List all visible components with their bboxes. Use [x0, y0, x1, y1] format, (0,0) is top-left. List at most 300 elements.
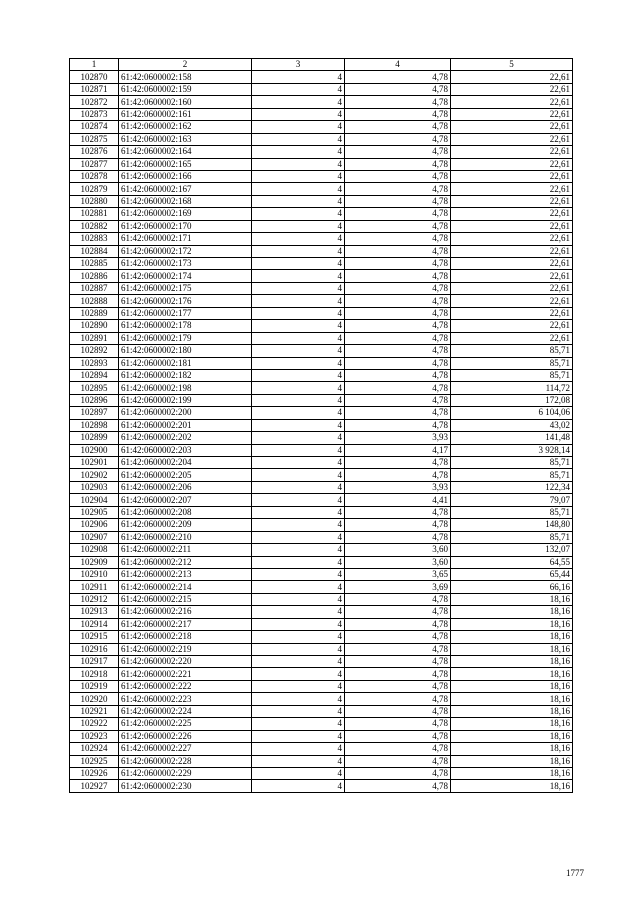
- cell-cadastral-number: 61:42:0600002:166: [119, 170, 252, 182]
- cell-cadastral-number: 61:42:0600002:200: [119, 407, 252, 419]
- cell-row-number: 102879: [70, 183, 119, 195]
- cell-row-number: 102874: [70, 121, 119, 133]
- cell-cadastral-number: 61:42:0600002:171: [119, 233, 252, 245]
- table-header: [70, 59, 573, 71]
- cell-row-number: 102913: [70, 606, 119, 618]
- cell-col-5: 18,16: [451, 656, 573, 668]
- cell-col-3: 4: [252, 220, 345, 232]
- cell-row-number: 102870: [70, 71, 119, 83]
- table-row: [70, 767, 573, 779]
- cell-col-4: 4,78: [345, 531, 451, 543]
- table-row: [70, 258, 573, 270]
- cell-col-3: 4: [252, 183, 345, 195]
- cell-col-5: 22,61: [451, 158, 573, 170]
- cell-row-number: 102885: [70, 258, 119, 270]
- cell-cadastral-number: 61:42:0600002:228: [119, 755, 252, 767]
- cell-col-4: 4,78: [345, 382, 451, 394]
- table-row: [70, 432, 573, 444]
- cell-col-5: 22,61: [451, 258, 573, 270]
- cell-col-5: 22,61: [451, 71, 573, 83]
- cell-col-5: 172,08: [451, 394, 573, 406]
- cell-cadastral-number: 61:42:0600002:158: [119, 71, 252, 83]
- cell-col-3: 4: [252, 295, 345, 307]
- cell-row-number: 102877: [70, 158, 119, 170]
- cell-col-5: 85,71: [451, 531, 573, 543]
- cell-col-3: 4: [252, 718, 345, 730]
- cell-cadastral-number: 61:42:0600002:215: [119, 593, 252, 605]
- cell-row-number: 102887: [70, 282, 119, 294]
- cell-cadastral-number: 61:42:0600002:199: [119, 394, 252, 406]
- cell-col-3: 4: [252, 568, 345, 580]
- cell-col-4: 4,78: [345, 183, 451, 195]
- cell-cadastral-number: 61:42:0600002:225: [119, 718, 252, 730]
- cell-col-3: 4: [252, 158, 345, 170]
- cell-cadastral-number: 61:42:0600002:214: [119, 581, 252, 593]
- cell-cadastral-number: 61:42:0600002:178: [119, 320, 252, 332]
- table-row: [70, 320, 573, 332]
- cell-col-4: 4,78: [345, 780, 451, 792]
- cell-col-4: 4,78: [345, 295, 451, 307]
- table-row: [70, 170, 573, 182]
- table-row: [70, 718, 573, 730]
- cell-col-5: 22,61: [451, 332, 573, 344]
- cell-col-5: 3 928,14: [451, 444, 573, 456]
- cell-col-4: 4,78: [345, 743, 451, 755]
- cell-cadastral-number: 61:42:0600002:165: [119, 158, 252, 170]
- cell-cadastral-number: 61:42:0600002:162: [119, 121, 252, 133]
- cell-row-number: 102871: [70, 83, 119, 95]
- cell-col-3: 4: [252, 668, 345, 680]
- column-header-5: 5: [451, 59, 573, 71]
- cell-cadastral-number: 61:42:0600002:223: [119, 693, 252, 705]
- cell-cadastral-number: 61:42:0600002:198: [119, 382, 252, 394]
- cell-row-number: 102921: [70, 705, 119, 717]
- cell-col-5: 22,61: [451, 220, 573, 232]
- cell-col-4: 4,78: [345, 258, 451, 270]
- table-row: [70, 407, 573, 419]
- cell-col-4: 4,78: [345, 643, 451, 655]
- table-row: [70, 245, 573, 257]
- cell-col-4: 3,93: [345, 432, 451, 444]
- cell-col-3: 4: [252, 320, 345, 332]
- cell-row-number: 102898: [70, 419, 119, 431]
- table-row: [70, 382, 573, 394]
- cell-cadastral-number: 61:42:0600002:168: [119, 195, 252, 207]
- table-row: [70, 158, 573, 170]
- table-body: [70, 71, 573, 792]
- table-row: [70, 83, 573, 95]
- table-row: [70, 556, 573, 568]
- cell-col-5: 18,16: [451, 680, 573, 692]
- table-row: [70, 96, 573, 108]
- cell-col-3: 4: [252, 743, 345, 755]
- cell-row-number: 102908: [70, 544, 119, 556]
- cell-col-5: 22,61: [451, 208, 573, 220]
- cell-col-5: 141,48: [451, 432, 573, 444]
- table-row: [70, 519, 573, 531]
- cell-row-number: 102926: [70, 767, 119, 779]
- cell-col-4: 4,78: [345, 282, 451, 294]
- table-row: [70, 146, 573, 158]
- cell-col-4: 4,78: [345, 270, 451, 282]
- cell-cadastral-number: 61:42:0600002:222: [119, 680, 252, 692]
- cell-col-3: 4: [252, 83, 345, 95]
- cell-col-5: 22,61: [451, 295, 573, 307]
- table-row: [70, 71, 573, 83]
- table-row: [70, 369, 573, 381]
- cell-cadastral-number: 61:42:0600002:164: [119, 146, 252, 158]
- cell-col-5: 22,61: [451, 133, 573, 145]
- cell-cadastral-number: 61:42:0600002:203: [119, 444, 252, 456]
- table-row: [70, 618, 573, 630]
- cell-col-3: 4: [252, 631, 345, 643]
- cell-col-3: 4: [252, 780, 345, 792]
- cell-col-3: 4: [252, 618, 345, 630]
- cell-row-number: 102903: [70, 481, 119, 493]
- cell-col-5: 85,71: [451, 357, 573, 369]
- cell-col-3: 4: [252, 680, 345, 692]
- cell-col-5: 18,16: [451, 693, 573, 705]
- table-row: [70, 568, 573, 580]
- cell-row-number: 102927: [70, 780, 119, 792]
- cell-col-4: 4,78: [345, 96, 451, 108]
- cell-col-4: 4,78: [345, 407, 451, 419]
- cell-cadastral-number: 61:42:0600002:229: [119, 767, 252, 779]
- cell-cadastral-number: 61:42:0600002:163: [119, 133, 252, 145]
- cell-col-3: 4: [252, 755, 345, 767]
- cell-cadastral-number: 61:42:0600002:172: [119, 245, 252, 257]
- cell-col-5: 85,71: [451, 345, 573, 357]
- cell-col-3: 4: [252, 170, 345, 182]
- cell-col-5: 85,71: [451, 369, 573, 381]
- cell-row-number: 102922: [70, 718, 119, 730]
- table-row: [70, 668, 573, 680]
- cell-col-5: 22,61: [451, 245, 573, 257]
- table-row: [70, 270, 573, 282]
- cell-col-5: 22,61: [451, 96, 573, 108]
- table-row: [70, 208, 573, 220]
- cell-cadastral-number: 61:42:0600002:169: [119, 208, 252, 220]
- cell-col-4: 4,78: [345, 195, 451, 207]
- cell-col-4: 4,78: [345, 631, 451, 643]
- cell-col-3: 4: [252, 208, 345, 220]
- table-row: [70, 394, 573, 406]
- table-row: [70, 606, 573, 618]
- cell-row-number: 102888: [70, 295, 119, 307]
- table-row: [70, 133, 573, 145]
- cell-cadastral-number: 61:42:0600002:204: [119, 457, 252, 469]
- cell-col-4: 4,78: [345, 369, 451, 381]
- cell-row-number: 102905: [70, 506, 119, 518]
- cell-row-number: 102902: [70, 469, 119, 481]
- table-row: [70, 419, 573, 431]
- cell-col-5: 18,16: [451, 593, 573, 605]
- table-row: [70, 295, 573, 307]
- cell-col-5: 22,61: [451, 121, 573, 133]
- cell-row-number: 102906: [70, 519, 119, 531]
- table-row: [70, 469, 573, 481]
- cell-col-5: 43,02: [451, 419, 573, 431]
- cell-col-3: 4: [252, 593, 345, 605]
- cell-row-number: 102876: [70, 146, 119, 158]
- table-row: [70, 220, 573, 232]
- cell-cadastral-number: 61:42:0600002:209: [119, 519, 252, 531]
- cell-col-3: 4: [252, 121, 345, 133]
- cell-cadastral-number: 61:42:0600002:181: [119, 357, 252, 369]
- cell-row-number: 102920: [70, 693, 119, 705]
- cell-col-4: 4,17: [345, 444, 451, 456]
- cell-row-number: 102918: [70, 668, 119, 680]
- cell-col-5: 22,61: [451, 233, 573, 245]
- cell-row-number: 102904: [70, 494, 119, 506]
- cell-col-5: 18,16: [451, 718, 573, 730]
- cell-col-4: 3,65: [345, 568, 451, 580]
- cell-row-number: 102883: [70, 233, 119, 245]
- cell-col-5: 18,16: [451, 643, 573, 655]
- cell-row-number: 102895: [70, 382, 119, 394]
- table-row: [70, 307, 573, 319]
- cell-col-3: 4: [252, 506, 345, 518]
- cell-col-3: 4: [252, 394, 345, 406]
- cell-row-number: 102907: [70, 531, 119, 543]
- cell-col-4: 3,93: [345, 481, 451, 493]
- data-table: [69, 58, 573, 793]
- cell-col-3: 4: [252, 730, 345, 742]
- cell-cadastral-number: 61:42:0600002:207: [119, 494, 252, 506]
- cell-col-4: 4,78: [345, 394, 451, 406]
- column-header-2: 2: [119, 59, 252, 71]
- cell-row-number: 102900: [70, 444, 119, 456]
- table-row: [70, 743, 573, 755]
- cell-row-number: 102886: [70, 270, 119, 282]
- cell-col-5: 85,71: [451, 506, 573, 518]
- cell-col-3: 4: [252, 444, 345, 456]
- cell-col-4: 4,78: [345, 755, 451, 767]
- cell-cadastral-number: 61:42:0600002:227: [119, 743, 252, 755]
- cell-col-3: 4: [252, 133, 345, 145]
- cell-col-3: 4: [252, 519, 345, 531]
- table-row: [70, 631, 573, 643]
- cell-col-5: 79,07: [451, 494, 573, 506]
- cell-col-3: 4: [252, 233, 345, 245]
- cell-cadastral-number: 61:42:0600002:174: [119, 270, 252, 282]
- table-row: [70, 680, 573, 692]
- cell-col-5: 18,16: [451, 730, 573, 742]
- table-row: [70, 656, 573, 668]
- cell-cadastral-number: 61:42:0600002:216: [119, 606, 252, 618]
- cell-col-5: 66,16: [451, 581, 573, 593]
- cell-col-4: 4,78: [345, 220, 451, 232]
- cell-col-3: 4: [252, 407, 345, 419]
- cell-cadastral-number: 61:42:0600002:208: [119, 506, 252, 518]
- cell-col-3: 4: [252, 258, 345, 270]
- cell-row-number: 102891: [70, 332, 119, 344]
- cell-col-4: 4,78: [345, 668, 451, 680]
- cell-col-3: 4: [252, 108, 345, 120]
- cell-cadastral-number: 61:42:0600002:213: [119, 568, 252, 580]
- cell-cadastral-number: 61:42:0600002:159: [119, 83, 252, 95]
- cell-col-4: 3,60: [345, 544, 451, 556]
- cell-col-5: 22,61: [451, 83, 573, 95]
- cell-row-number: 102875: [70, 133, 119, 145]
- cell-cadastral-number: 61:42:0600002:176: [119, 295, 252, 307]
- cell-row-number: 102910: [70, 568, 119, 580]
- cell-col-4: 4,78: [345, 245, 451, 257]
- cell-col-5: 22,61: [451, 282, 573, 294]
- cell-row-number: 102911: [70, 581, 119, 593]
- cell-row-number: 102915: [70, 631, 119, 643]
- cell-col-5: 22,61: [451, 146, 573, 158]
- cell-col-5: 18,16: [451, 767, 573, 779]
- cell-cadastral-number: 61:42:0600002:224: [119, 705, 252, 717]
- table-row: [70, 693, 573, 705]
- cell-row-number: 102909: [70, 556, 119, 568]
- cell-col-4: 4,78: [345, 457, 451, 469]
- cell-row-number: 102897: [70, 407, 119, 419]
- table-row: [70, 233, 573, 245]
- cell-cadastral-number: 61:42:0600002:175: [119, 282, 252, 294]
- cell-col-4: 4,78: [345, 606, 451, 618]
- cell-col-3: 4: [252, 544, 345, 556]
- cell-row-number: 102882: [70, 220, 119, 232]
- cell-col-4: 4,41: [345, 494, 451, 506]
- header-row: [70, 59, 573, 71]
- table-row: [70, 345, 573, 357]
- cell-col-3: 4: [252, 705, 345, 717]
- cell-col-4: 4,78: [345, 71, 451, 83]
- cell-col-3: 4: [252, 357, 345, 369]
- cell-col-5: 22,61: [451, 195, 573, 207]
- page-number: 1777: [566, 868, 584, 878]
- table-row: [70, 643, 573, 655]
- cell-col-3: 4: [252, 270, 345, 282]
- cell-cadastral-number: 61:42:0600002:218: [119, 631, 252, 643]
- cell-col-4: 4,78: [345, 730, 451, 742]
- cell-cadastral-number: 61:42:0600002:226: [119, 730, 252, 742]
- cell-col-3: 4: [252, 767, 345, 779]
- cell-col-5: 64,55: [451, 556, 573, 568]
- cell-row-number: 102892: [70, 345, 119, 357]
- cell-col-4: 4,78: [345, 693, 451, 705]
- table-row: [70, 481, 573, 493]
- cell-row-number: 102893: [70, 357, 119, 369]
- cell-cadastral-number: 61:42:0600002:167: [119, 183, 252, 195]
- cell-col-5: 18,16: [451, 743, 573, 755]
- cell-col-5: 22,61: [451, 183, 573, 195]
- cell-col-3: 4: [252, 581, 345, 593]
- cell-row-number: 102894: [70, 369, 119, 381]
- cell-col-3: 4: [252, 282, 345, 294]
- cell-col-4: 4,78: [345, 332, 451, 344]
- cell-cadastral-number: 61:42:0600002:212: [119, 556, 252, 568]
- cell-col-3: 4: [252, 245, 345, 257]
- cell-cadastral-number: 61:42:0600002:202: [119, 432, 252, 444]
- table-row: [70, 581, 573, 593]
- cell-col-5: 122,34: [451, 481, 573, 493]
- cell-cadastral-number: 61:42:0600002:217: [119, 618, 252, 630]
- cell-row-number: 102917: [70, 656, 119, 668]
- cell-col-4: 4,78: [345, 158, 451, 170]
- cell-col-4: 3,60: [345, 556, 451, 568]
- table-row: [70, 705, 573, 717]
- cell-col-3: 4: [252, 307, 345, 319]
- cell-col-3: 4: [252, 345, 345, 357]
- cell-col-5: 18,16: [451, 705, 573, 717]
- cell-col-5: 148,80: [451, 519, 573, 531]
- cell-row-number: 102901: [70, 457, 119, 469]
- cell-col-4: 4,78: [345, 170, 451, 182]
- cell-col-5: 22,61: [451, 307, 573, 319]
- cell-col-4: 4,78: [345, 718, 451, 730]
- cell-col-3: 4: [252, 481, 345, 493]
- cell-cadastral-number: 61:42:0600002:161: [119, 108, 252, 120]
- table-row: [70, 780, 573, 792]
- cell-col-5: 22,61: [451, 170, 573, 182]
- cell-col-4: 4,78: [345, 233, 451, 245]
- cell-col-5: 85,71: [451, 469, 573, 481]
- cell-cadastral-number: 61:42:0600002:180: [119, 345, 252, 357]
- cell-col-4: 4,78: [345, 146, 451, 158]
- table-row: [70, 357, 573, 369]
- cell-col-4: 4,78: [345, 108, 451, 120]
- cell-row-number: 102884: [70, 245, 119, 257]
- cell-row-number: 102872: [70, 96, 119, 108]
- cell-cadastral-number: 61:42:0600002:230: [119, 780, 252, 792]
- cell-col-4: 4,78: [345, 307, 451, 319]
- table-row: [70, 444, 573, 456]
- table-row: [70, 282, 573, 294]
- cell-col-5: 85,71: [451, 457, 573, 469]
- cell-col-5: 18,16: [451, 618, 573, 630]
- cell-cadastral-number: 61:42:0600002:182: [119, 369, 252, 381]
- table-row: [70, 121, 573, 133]
- cell-row-number: 102896: [70, 394, 119, 406]
- cell-cadastral-number: 61:42:0600002:219: [119, 643, 252, 655]
- cell-col-3: 4: [252, 71, 345, 83]
- cell-col-4: 4,78: [345, 419, 451, 431]
- cell-row-number: 102925: [70, 755, 119, 767]
- cell-col-5: 18,16: [451, 755, 573, 767]
- cell-cadastral-number: 61:42:0600002:206: [119, 481, 252, 493]
- cell-col-5: 114,72: [451, 382, 573, 394]
- cell-col-4: 3,69: [345, 581, 451, 593]
- cell-cadastral-number: 61:42:0600002:170: [119, 220, 252, 232]
- cell-row-number: 102881: [70, 208, 119, 220]
- cell-col-5: 22,61: [451, 320, 573, 332]
- cell-col-3: 4: [252, 369, 345, 381]
- cell-col-3: 4: [252, 382, 345, 394]
- cell-col-3: 4: [252, 643, 345, 655]
- cell-col-4: 4,78: [345, 506, 451, 518]
- cell-col-3: 4: [252, 432, 345, 444]
- cell-row-number: 102923: [70, 730, 119, 742]
- cell-cadastral-number: 61:42:0600002:211: [119, 544, 252, 556]
- cell-cadastral-number: 61:42:0600002:221: [119, 668, 252, 680]
- cell-col-3: 4: [252, 96, 345, 108]
- cell-cadastral-number: 61:42:0600002:160: [119, 96, 252, 108]
- cell-col-4: 4,78: [345, 656, 451, 668]
- cell-row-number: 102880: [70, 195, 119, 207]
- cell-col-5: 6 104,06: [451, 407, 573, 419]
- table-row: [70, 730, 573, 742]
- column-header-3: 3: [252, 59, 345, 71]
- cell-col-4: 4,78: [345, 680, 451, 692]
- cell-row-number: 102924: [70, 743, 119, 755]
- cell-col-3: 4: [252, 693, 345, 705]
- cell-col-5: 18,16: [451, 668, 573, 680]
- table-row: [70, 183, 573, 195]
- table-row: [70, 457, 573, 469]
